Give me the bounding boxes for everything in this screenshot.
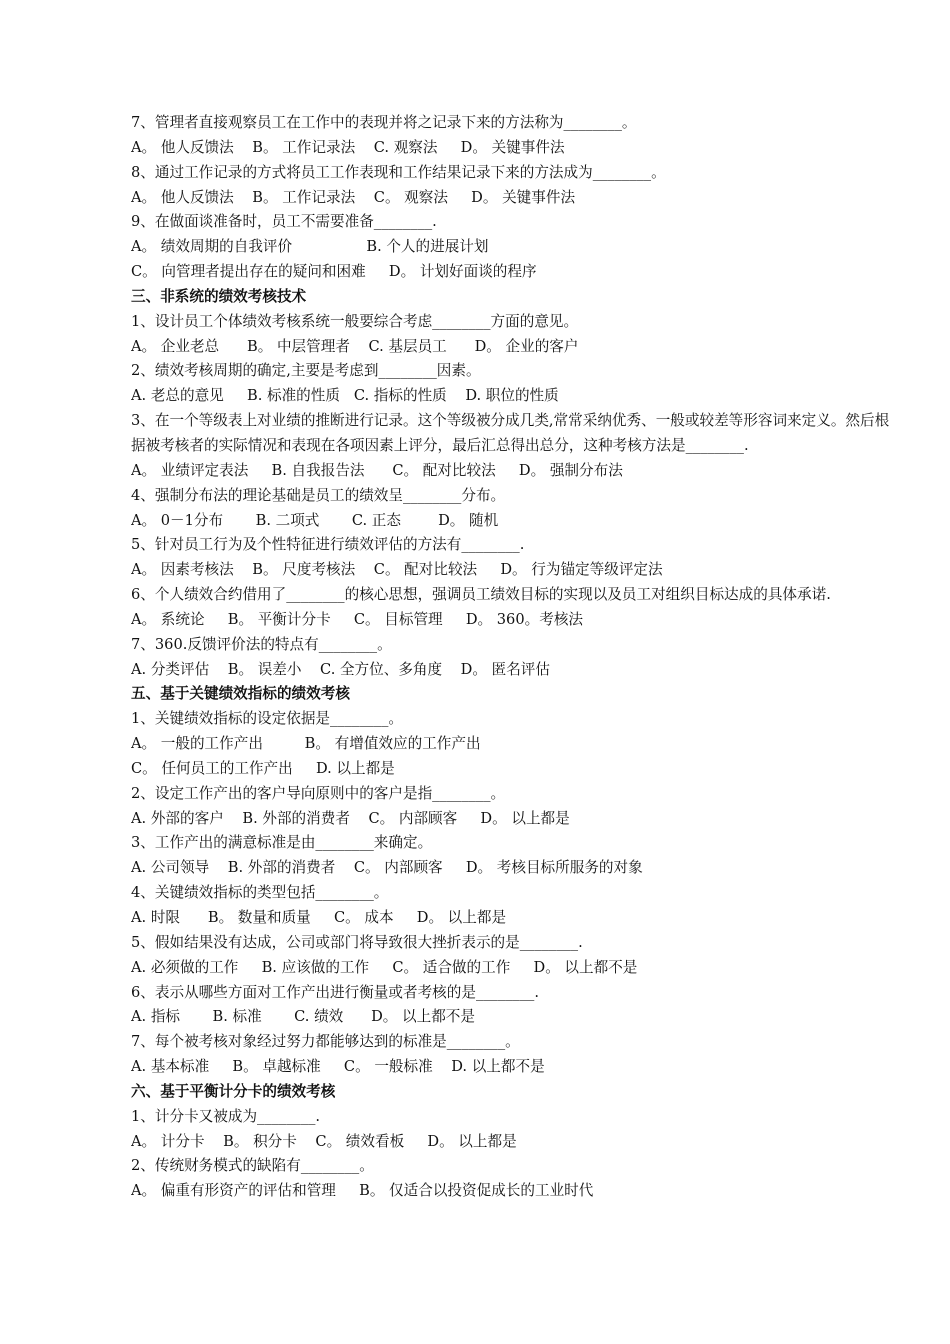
question-line: 1、设计员工个体绩效考核系统一般要综合考虑________方面的意见。 — [131, 312, 579, 330]
options-line: A。 他人反馈法 B。 工作记录法 C。 观察法 D。 关键事件法 — [131, 188, 576, 206]
question-line: 9、在做面谈准备时，员工不需要准备________. — [131, 213, 437, 231]
question-line: 2、设定工作产出的客户导向原则中的客户是指________。 — [131, 784, 506, 802]
question-line: 4、关键绩效指标的类型包括________。 — [131, 884, 389, 902]
question-line: 4、强制分布法的理论基础是员工的绩效呈________分布。 — [131, 486, 506, 504]
question-line: 6、表示从哪些方面对工作产出进行衡量或者考核的是________. — [131, 983, 539, 1001]
question-line: 7、360.反馈评价法的特点有________。 — [131, 635, 392, 653]
question-line: 5、假如结果没有达成，公司或部门将导致很大挫折表示的是________. — [131, 933, 583, 951]
options-line: A. 分类评估 B。 误差小 C. 全方位、多角度 D。 匿名评估 — [131, 660, 550, 678]
section-heading: 三、非系统的绩效考核技术 — [131, 287, 307, 305]
options-line: A. 老总的意见 B. 标准的性质 C. 指标的性质 D. 职位的性质 — [131, 387, 559, 405]
question-line: 7、管理者直接观察员工在工作中的表现并将之记录下来的方法称为________。 — [131, 114, 637, 131]
options-line: A。 一般的工作产出 B。 有增值效应的工作产出 — [131, 735, 481, 753]
options-line: A。 因素考核法 B。 尺度考核法 C。 配对比较法 D。 行为锚定等级评定法 — [131, 561, 663, 579]
options-line: A。 他人反馈法 B。 工作记录法 C. 观察法 D。 关键事件法 — [131, 138, 565, 156]
options-line: A. 外部的客户 B. 外部的消费者 C。 内部顾客 D。 以上都是 — [131, 809, 570, 827]
question-line: 7、每个被考核对象经过努力都能够达到的标准是________。 — [131, 1033, 520, 1051]
section-heading: 五、基于关键绩效指标的绩效考核 — [131, 685, 350, 703]
question-line: 2、绩效考核周期的确定,主要是考虑到________因素。 — [131, 362, 481, 380]
options-line: A。 0－1分布 B. 二项式 C. 正态 D。 随机 — [131, 511, 499, 529]
options-line: A. 基本标准 B。 卓越标准 C。 一般标准 D. 以上都不是 — [131, 1058, 545, 1076]
question-line: 8、通过工作记录的方式将员工工作表现和工作结果记录下来的方法成为________。 — [131, 163, 666, 181]
options-line: A。 偏重有形资产的评估和管理 B。 仅适合以投资促成长的工业时代 — [131, 1182, 594, 1200]
options-line: C。 向管理者提出存在的疑问和困难 D。 计划好面谈的程序 — [131, 263, 537, 281]
options-line: A. 必须做的工作 B. 应该做的工作 C。 适合做的工作 D。 以上都不是 — [131, 958, 638, 976]
options-line: A. 时限 B。 数量和质量 C。 成本 D。 以上都是 — [131, 909, 507, 926]
question-line: 5、针对员工行为及个性特征进行绩效评估的方法有________. — [131, 536, 525, 554]
question-line: 6、个人绩效合约借用了________的核心思想，强调员工绩效目标的实现以及员工对组织目标达成的具体承诺. — [131, 586, 831, 604]
options-line: A。 计分卡 B。 积分卡 C。 绩效看板 D。 以上都是 — [131, 1132, 517, 1150]
question-line: 2、传统财务模式的缺陷有________。 — [131, 1157, 374, 1175]
options-line: A. 指标 B. 标准 C. 绩效 D。 以上都不是 — [131, 1008, 475, 1026]
question-line: 3、工作产出的满意标准是由________来确定。 — [131, 834, 433, 852]
section-heading: 六、基于平衡计分卡的绩效考核 — [131, 1082, 336, 1100]
question-line: 3、在一个等级表上对业绩的推断进行记录。这个等级被分成几类,常常采纳优秀、一般或较差等形容词来定义。然后根据被考核者的实际情况和表现在各项因素上评分，最后汇总得出总分，这种考核方法是________. — [131, 412, 890, 454]
options-line: A. 公司领导 B. 外部的消费者 C。 内部顾客 D。 考核目标所服务的对象 — [131, 859, 643, 877]
options-line: A。 企业老总 B。 中层管理者 C. 基层员工 D。 企业的客户 — [131, 337, 579, 355]
question-line: 1、关键绩效指标的设定依据是________。 — [131, 710, 403, 728]
options-line: A。 系统论 B。 平衡计分卡 C。 目标管理 D。 360。考核法 — [131, 610, 584, 628]
options-line: A。 绩效周期的自我评价 B. 个人的进展计划 — [131, 238, 489, 256]
question-line: 1、计分卡又被成为________. — [131, 1107, 321, 1125]
options-line: C。 任何员工的工作产出 D. 以上都是 — [131, 759, 395, 777]
options-line: A。 业绩评定表法 B. 自我报告法 C。 配对比较法 D。 强制分布法 — [131, 461, 623, 479]
